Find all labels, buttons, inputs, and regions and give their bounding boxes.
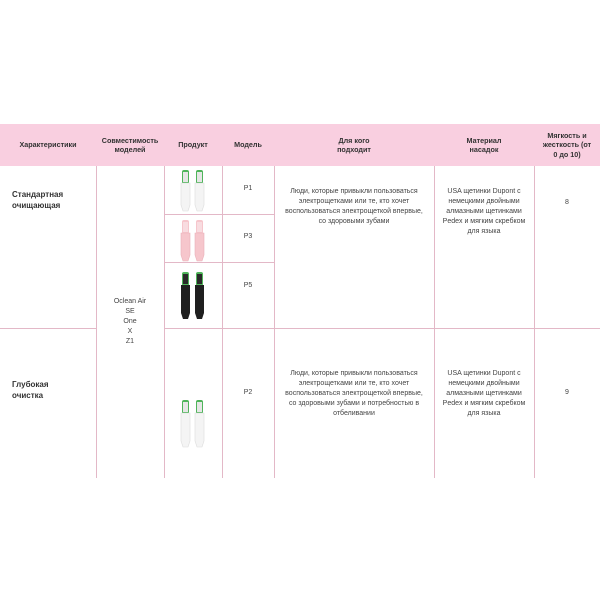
header-product: Продукт (178, 140, 208, 150)
grid-line (534, 166, 535, 478)
header-characteristics: Характеристики (19, 140, 77, 150)
brush-head-white-icon (176, 168, 210, 212)
header-compatibility: Совместимость моделей (101, 135, 159, 154)
comparison-table (0, 124, 600, 478)
audience-cell: Люди, которые привыкли пользоваться электрощетками или те, кто хочет воспользоваться электрощеткой впервые, со здоровыми зубами (285, 187, 423, 226)
brush-head-white-icon (176, 398, 210, 450)
compatibility-model: X (127, 328, 133, 336)
table-header (0, 124, 600, 166)
softness-cell: 9 (565, 388, 569, 396)
model-cell: P5 (243, 281, 253, 289)
grid-line (164, 262, 274, 263)
model-cell: P2 (243, 388, 253, 396)
header-material: Материал насадок (466, 135, 502, 154)
row-label-deep: Глубокая очистка (12, 380, 49, 400)
compatibility-model: Z1 (125, 338, 135, 346)
compatibility-cell (96, 166, 164, 478)
grid-line (164, 328, 600, 329)
model-cell: P3 (243, 232, 253, 240)
grid-line (222, 166, 223, 478)
grid-line (434, 166, 435, 478)
header-softness: Мягкость и жесткость (от 0 до 10) (542, 130, 592, 159)
header-audience: Для кого подходит (337, 135, 371, 154)
grid-line (274, 166, 275, 478)
brush-head-black-icon (176, 270, 210, 322)
row-label-standard: Стандартная очищающая (12, 190, 64, 210)
compatibility-model: SE (125, 307, 135, 315)
softness-cell: 8 (565, 198, 569, 206)
material-cell: USA щетинки Dupont с немецкими двойными алмазными щетинками Pedex и мягким скребком для языка (442, 187, 526, 236)
grid-line (164, 214, 274, 215)
brush-head-pink-icon (176, 218, 210, 262)
model-cell: P1 (243, 184, 253, 192)
audience-cell: Люди, которые привыкли пользоваться электрощетками или те, кто хочет воспользоваться электрощеткой впервые, со здоровыми зубами и потребностью в отбеливании (285, 369, 423, 418)
grid-line (0, 328, 96, 329)
compatibility-model: One (123, 317, 137, 325)
material-cell: USA щетинки Dupont с немецкими двойными алмазными щетинками Pedex и мягким скребком для языка (442, 369, 526, 418)
header-model: Модель (234, 140, 262, 150)
compatibility-model: Oclean Air (113, 297, 147, 305)
grid-line (164, 166, 165, 478)
